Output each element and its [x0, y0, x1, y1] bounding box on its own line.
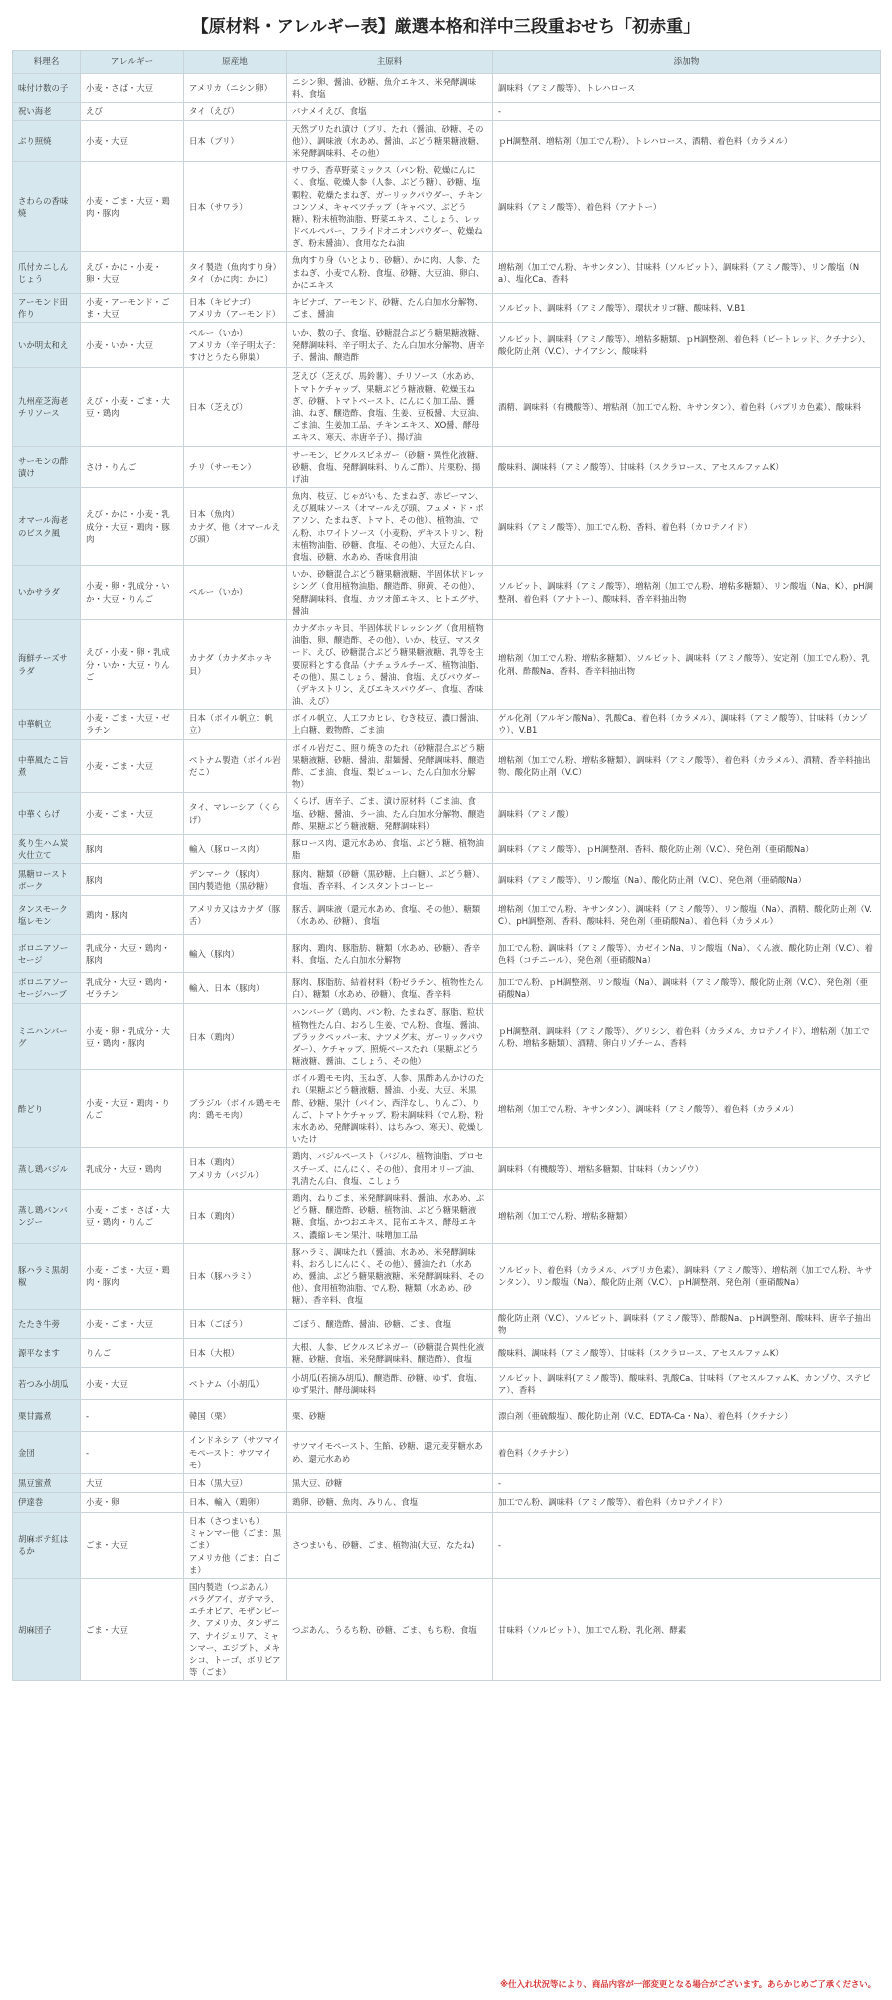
table-row: [13, 1004, 881, 1070]
main-ingredients-cell: ハンバーグ（鶏肉、パン粉、たまねぎ、豚脂、粒状植物性たん白、おろし生姜、でん粉、食塩、醤油、ブラックペッパー末、ナツメグ末、ガーリックパウダー）、ケチャップ、照焼ベースたれ（果糖ぶどう糖液糖、醤油、こしょう、その他）: [287, 1004, 493, 1070]
main-ingredients-cell: 小胡瓜(若摘み胡瓜)、醸造酢、砂糖、ゆず、食塩、ゆず果汁、酵母調味料: [287, 1368, 493, 1400]
main-ingredients-cell: ごぼう、醸造酢、醤油、砂糖、ごま、食塩: [287, 1309, 493, 1338]
additives-cell: 調味料（有機酸等）、増粘多糖類、甘味料（カンゾウ）: [493, 1148, 881, 1190]
table-row: [13, 368, 881, 446]
table-row: [13, 739, 881, 793]
origin-cell: 輸入（豚ロース肉）: [184, 834, 287, 863]
allergy-cell: 小麦・ごま・大豆: [81, 793, 184, 835]
origin-cell: アメリカ又はカナダ（豚舌）: [184, 896, 287, 935]
additives-cell: -: [493, 103, 881, 120]
allergy-cell: -: [81, 1400, 184, 1432]
table-row: [13, 446, 881, 488]
dish-name-cell: 栗甘露煮: [13, 1400, 81, 1432]
main-ingredients-cell: くらげ、唐辛子、ごま、漬け原材料（ごま油、食塩、砂糖、醤油、ラー油、たん白加水分解物、醸造酢、果糖ぶどう糖液糖、発酵調味料）: [287, 793, 493, 835]
additives-cell: 増粘剤（加工でん粉、増粘多糖類）、調味料（アミノ酸等）、着色料（カラメル）、酒精、香辛料抽出物、酸化防止剤（V.C）: [493, 739, 881, 793]
table-body: [13, 74, 881, 1681]
additives-cell: 酸味料、調味料（アミノ酸等）、甘味料（スクラロース、アセスルファムK）: [493, 446, 881, 488]
header-additives: 添加物: [493, 51, 881, 74]
origin-cell: 日本（魚肉） カナダ、他（オマールえび頭）: [184, 488, 287, 566]
allergy-cell: 小麦・卵・乳成分・大豆・鶏肉・豚肉: [81, 1004, 184, 1070]
allergy-cell: えび: [81, 103, 184, 120]
origin-cell: 韓国（栗）: [184, 1400, 287, 1432]
allergy-cell: りんご: [81, 1339, 184, 1368]
main-ingredients-cell: いか、数の子、食塩、砂糖混合ぶどう糖果糖液糖、発酵調味料、辛子明太子、たん白加水分解物、唐辛子、醤油、醸造酢: [287, 323, 493, 368]
dish-name-cell: オマール海老のビスク風: [13, 488, 81, 566]
allergy-cell: 小麦・ごま・大豆: [81, 1309, 184, 1338]
main-ingredients-cell: さつまいも、砂糖、ごま、植物油(大豆、なたね): [287, 1512, 493, 1578]
main-ingredients-cell: 栗、砂糖: [287, 1400, 493, 1432]
origin-cell: 日本（芝えび）: [184, 368, 287, 446]
origin-cell: 日本、輸入（鶏卵）: [184, 1492, 287, 1512]
main-ingredients-cell: 豚肉、鶏肉、豚脂肪、糖類（水あめ、砂糖）、香辛料、食塩、たん白加水分解物: [287, 935, 493, 973]
table-row: [13, 935, 881, 973]
header-dish-name: 料理名: [13, 51, 81, 74]
origin-cell: 日本（豚ハラミ）: [184, 1243, 287, 1309]
table-row: [13, 566, 881, 620]
additives-cell: 増粘剤（加工でん粉、増粘多糖類）: [493, 1189, 881, 1243]
main-ingredients-cell: 魚肉、枝豆、じゃがいも、たまねぎ、赤ピーマン、えび風味ソース（オマールえび頭、フュメ・ド・ポアソン、たまねぎ、トマト、その他）、植物油、でん粉、ホワイトソース（小麦粉、デキストリン、粉末植物油脂、砂糖、食塩、その他）、大豆たん白、食塩、砂糖、水あめ、香味食用油: [287, 488, 493, 566]
allergy-cell: 小麦・さば・大豆: [81, 74, 184, 103]
origin-cell: チリ（サーモン）: [184, 446, 287, 488]
additives-cell: 調味料（アミノ酸等）、着色料（アナトー）: [493, 162, 881, 252]
additives-cell: 漂白剤（亜硫酸塩）、酸化防止剤（V.C、EDTA-Ca・Na）、着色料（クチナシ）: [493, 1400, 881, 1432]
allergy-cell: えび・かに・小麦・乳成分・大豆・鶏肉・豚肉: [81, 488, 184, 566]
origin-cell: 輸入（豚肉）: [184, 935, 287, 973]
table-row: [13, 103, 881, 120]
table-row: [13, 864, 881, 896]
origin-cell: 国内製造（つぶあん） パラグアイ、ガテマラ、エチオピア、モザンビーク、アメリカ、タンザニア、ナイジェリア、ミャンマー、エジプト、メキシコ、トーゴ、ボリビア等（ごま）: [184, 1578, 287, 1681]
table-row: [13, 323, 881, 368]
additives-cell: 調味料（アミノ酸）: [493, 793, 881, 835]
main-ingredients-cell: サワラ、香草野菜ミックス（パン粉、乾燥にんにく、食塩、乾燥人参（人参、ぶどう糖）、砂糖、塩顆粒、乾燥たまねぎ、ガーリックパウダー、チキンコンソメ、キャベツチップ（キャベツ、ぶどう糖）、粉末植物油脂、野菜エキス、こしょう、レッドベルペパー、フライドオニオンパウダー、乾燥ねぎ、粉末醤油）、食用なたね油: [287, 162, 493, 252]
additives-cell: 酸味料、調味料（アミノ酸等）、甘味料（スクラロース、アセスルファムK）: [493, 1339, 881, 1368]
origin-cell: 日本（ボイル帆立：帆立）: [184, 710, 287, 739]
dish-name-cell: タンスモーク塩レモン: [13, 896, 81, 935]
additives-cell: 増粘剤（加工でん粉、キサンタン）、調味料（アミノ酸等）、リン酸塩（Na）、酒精、酸化防止剤（V.C）、pH調整剤、香料、酸味料、発色剤（亜硝酸Na）、着色料（カラメル）: [493, 896, 881, 935]
additives-cell: 甘味料（ソルビット）、加工でん粉、乳化剤、酵素: [493, 1578, 881, 1681]
additives-cell: 加工でん粉、調味料（アミノ酸等）、着色料（カロテノイド）: [493, 1492, 881, 1512]
dish-name-cell: いかサラダ: [13, 566, 81, 620]
additives-cell: ｐH調整剤、増粘剤（加工でん粉）、トレハロース、酒精、着色料（カラメル）: [493, 120, 881, 162]
main-ingredients-cell: 豚肉、豚脂肪、結着材料（粉ゼラチン、植物性たん白）、糖類（水あめ、砂糖）、食塩、香辛料: [287, 973, 493, 1004]
main-ingredients-cell: 黒大豆、砂糖: [287, 1473, 493, 1492]
main-ingredients-cell: 豚ロース肉、還元水あめ、食塩、ぶどう糖、植物油脂: [287, 834, 493, 863]
table-row: [13, 1473, 881, 1492]
origin-cell: 日本（サワラ）: [184, 162, 287, 252]
main-ingredients-cell: 魚肉すり身（いとより、砂糖）、かに肉、人参、たまねぎ、小麦でん粉、食塩、砂糖、大豆油、卵白、かにエキス: [287, 252, 493, 294]
dish-name-cell: 爪付カニしんじょう: [13, 252, 81, 294]
additives-cell: 増粘剤（加工でん粉、キサンタン）、甘味料（ソルビット）、調味料（アミノ酸等）、リン酸塩（Na）、塩化Ca、香料: [493, 252, 881, 294]
allergy-cell: 小麦・ごま・大豆: [81, 739, 184, 793]
dish-name-cell: 蒸し鶏バンバンジー: [13, 1189, 81, 1243]
dish-name-cell: ミニハンバーグ: [13, 1004, 81, 1070]
dish-name-cell: ぶり照焼: [13, 120, 81, 162]
table-row: [13, 1189, 881, 1243]
additives-cell: 酒精、調味料（有機酸等）、増粘剤（加工でん粉、キサンタン）、着色料（パプリカ色素）、酸味料: [493, 368, 881, 446]
dish-name-cell: 若つみ小胡瓜: [13, 1368, 81, 1400]
main-ingredients-cell: キビナゴ、アーモンド、砂糖、たん白加水分解物、ごま、醤油: [287, 294, 493, 323]
allergy-cell: 乳成分・大豆・鶏肉・豚肉: [81, 935, 184, 973]
origin-cell: デンマーク（豚肉） 国内製造他（黒砂糖）: [184, 864, 287, 896]
additives-cell: ソルビット、着色料（カラメル、パプリカ色素）、調味料（アミノ酸等）、増粘剤（加工でん粉、キサンタン）、リン酸塩（Na）、酸化防止剤（V.C）、ｐH調整剤、発色剤（亜硝酸Na）: [493, 1243, 881, 1309]
dish-name-cell: 中華くらげ: [13, 793, 81, 835]
table-row: [13, 834, 881, 863]
table-row: [13, 294, 881, 323]
table-row: [13, 1578, 881, 1681]
dish-name-cell: 胡麻ポテ紅はるか: [13, 1512, 81, 1578]
main-ingredients-cell: 豚肉、糖類（砂糖（黒砂糖、上白糖）、ぶどう糖）、食塩、香辛料、インスタントコーヒー: [287, 864, 493, 896]
origin-cell: 日本（鶏肉）: [184, 1189, 287, 1243]
origin-cell: 日本（鶏肉） アメリカ（バジル）: [184, 1148, 287, 1190]
header-allergy: アレルギー: [81, 51, 184, 74]
additives-cell: ソルビット、調味料（アミノ酸等）、増粘剤（加工でん粉、増粘多糖類）、リン酸塩（Na、K）、pH調整剤、着色料（アナトー）、酸味料、香辛料抽出物: [493, 566, 881, 620]
footnote: ※仕入れ状況等により、商品内容が一部変更となる場合がございます。あらかじめご了承ください。: [500, 1979, 876, 1989]
allergy-cell: 豚肉: [81, 864, 184, 896]
allergy-cell: 小麦・いか・大豆: [81, 323, 184, 368]
additives-cell: 加工でん粉、調味料（アミノ酸等）、カゼインNa、リン酸塩（Na）、くん液、酸化防止剤（V.C）、着色料（コチニール）、発色剤（亜硝酸Na）: [493, 935, 881, 973]
table-row: [13, 1512, 881, 1578]
dish-name-cell: 九州産芝海老チリソース: [13, 368, 81, 446]
origin-cell: タイ（えび）: [184, 103, 287, 120]
main-ingredients-cell: 天然ブリたれ漬け（ブリ、たれ（醤油、砂糖、その他））、調味液（水あめ、醤油、ぶどう糖果糖液糖、米発酵調味料、その他）: [287, 120, 493, 162]
additives-cell: 調味料（アミノ酸等）、ｐH調整剤、香料、酸化防止剤（V.C）、発色剤（亜硝酸Na）: [493, 834, 881, 863]
main-ingredients-cell: ボイル鶏モモ肉、玉ねぎ、人参、黒酢あんかけのたれ（果糖ぶどう糖液糖、醤油、小麦、大豆、米黒酢、砂糖、果汁（パイン、西洋なし、りんご）、りんご、トマトケチャップ、粉末調味料（でん粉、粉末水あめ、発酵調味料）、はちみつ、寒天）、乾燥しいたけ: [287, 1070, 493, 1148]
dish-name-cell: 海鮮チーズサラダ: [13, 619, 81, 709]
table-row: [13, 252, 881, 294]
allergy-cell: 小麦・ごま・大豆・鶏肉・豚肉: [81, 1243, 184, 1309]
main-ingredients-cell: ニシン卵、醤油、砂糖、魚介エキス、米発酵調味料、食塩: [287, 74, 493, 103]
table-row: [13, 793, 881, 835]
dish-name-cell: サーモンの酢漬け: [13, 446, 81, 488]
table-row: [13, 1070, 881, 1148]
main-ingredients-cell: いか、砂糖混合ぶどう糖果糖液糖、半固体状ドレッシング（食用植物油脂、醸造酢、卵黄、その他）、発酵調味料、食塩、カツオ節エキス、ヒトエグサ、醤油: [287, 566, 493, 620]
dish-name-cell: 豚ハラミ黒胡椒: [13, 1243, 81, 1309]
table-row: [13, 1368, 881, 1400]
origin-cell: ベトナム（小胡瓜）: [184, 1368, 287, 1400]
main-ingredients-cell: バナメイえび、食塩: [287, 103, 493, 120]
table-row: [13, 973, 881, 1004]
additives-cell: ｐH調整剤、調味料（アミノ酸等）、グリシン、着色料（カラメル、カロテノイド）、増粘剤（加工でん粉、増粘多糖類）、酒精、卵白リゾチーム、香料: [493, 1004, 881, 1070]
allergy-cell: えび・小麦・卵・乳成分・いか・大豆・りんご: [81, 619, 184, 709]
dish-name-cell: 金団: [13, 1432, 81, 1474]
allergy-cell: 乳成分・大豆・鶏肉・ゼラチン: [81, 973, 184, 1004]
main-ingredients-cell: サツマイモペースト、生餡、砂糖、還元麦芽糖水あめ、還元水あめ: [287, 1432, 493, 1474]
dish-name-cell: 黒豆蜜煮: [13, 1473, 81, 1492]
dish-name-cell: 蒸し鶏バジル: [13, 1148, 81, 1190]
additives-cell: 増粘剤（加工でん粉、キサンタン）、調味料（アミノ酸等）、着色料（カラメル）: [493, 1070, 881, 1148]
dish-name-cell: 酢どり: [13, 1070, 81, 1148]
table-header-row: [13, 51, 881, 74]
main-ingredients-cell: 鶏肉、バジルペースト（バジル、植物油脂、プロセスチーズ、にんにく、その他）、食用オリーブ油、乳清たん白、食塩、こしょう: [287, 1148, 493, 1190]
origin-cell: 日本（キビナゴ） アメリカ（アーモンド）: [184, 294, 287, 323]
allergy-cell: 小麦・卵: [81, 1492, 184, 1512]
additives-cell: ソルビット、調味料（アミノ酸等）、増粘多糖類、ｐH調整剤、着色料（ビートレッド、クチナシ）、酸化防止剤（V.C）、ナイアシン、酸味料: [493, 323, 881, 368]
additives-cell: 調味料（アミノ酸等）、加工でん粉、香料、着色料（カロテノイド）: [493, 488, 881, 566]
header-main-ingredients: 主原料: [287, 51, 493, 74]
allergy-cell: 小麦・大豆: [81, 1368, 184, 1400]
allergy-cell: ごま・大豆: [81, 1578, 184, 1681]
table-row: [13, 74, 881, 103]
table-row: [13, 1339, 881, 1368]
table-row: [13, 1243, 881, 1309]
origin-cell: タイ、マレーシア（くらげ）: [184, 793, 287, 835]
dish-name-cell: 中華風たこ旨煮: [13, 739, 81, 793]
additives-cell: 加工でん粉、ｐH調整剤、リン酸塩（Na）、調味料（アミノ酸等）、酸化防止剤（V.C）、発色剤（亜硝酸Na）: [493, 973, 881, 1004]
origin-cell: 日本（大根）: [184, 1339, 287, 1368]
dish-name-cell: いか明太和え: [13, 323, 81, 368]
allergy-cell: 豚肉: [81, 834, 184, 863]
allergy-cell: 小麦・卵・乳成分・いか・大豆・りんご: [81, 566, 184, 620]
dish-name-cell: たたき牛蒡: [13, 1309, 81, 1338]
origin-cell: 日本（黒大豆）: [184, 1473, 287, 1492]
table-row: [13, 162, 881, 252]
main-ingredients-cell: ボイル帆立、人工フカヒレ、むき枝豆、濃口醤油、上白糖、穀物酢、ごま油: [287, 710, 493, 739]
allergy-cell: 小麦・ごま・大豆・鶏肉・豚肉: [81, 162, 184, 252]
table-row: [13, 1400, 881, 1432]
origin-cell: タイ製造（魚肉すり身） タイ（かに肉：かに）: [184, 252, 287, 294]
origin-cell: 日本（ブリ）: [184, 120, 287, 162]
origin-cell: 日本（鶏肉）: [184, 1004, 287, 1070]
dish-name-cell: 伊達巻: [13, 1492, 81, 1512]
dish-name-cell: 黒糖ローストポーク: [13, 864, 81, 896]
table-row: [13, 1432, 881, 1474]
origin-cell: ベトナム製造（ボイル岩だこ）: [184, 739, 287, 793]
allergy-cell: ごま・大豆: [81, 1512, 184, 1578]
dish-name-cell: 味付け数の子: [13, 74, 81, 103]
additives-cell: 着色料（クチナシ）: [493, 1432, 881, 1474]
main-ingredients-cell: 大根、人参、ピクルスビネガー（砂糖混合異性化液糖、砂糖、食塩、米発酵調味料、醸造酢）、食塩: [287, 1339, 493, 1368]
origin-cell: ペルー（いか） アメリカ（辛子明太子：すけとうたら卵巣）: [184, 323, 287, 368]
additives-cell: -: [493, 1512, 881, 1578]
allergy-cell: 小麦・大豆: [81, 120, 184, 162]
page-title: 【原材料・アレルギー表】厳選本格和洋中三段重おせち「初赤重」: [191, 17, 701, 37]
additives-cell: ゲル化剤（アルギン酸Na）、乳酸Ca、着色料（カラメル）、調味料（アミノ酸等）、甘味料（カンゾウ）、V.B1: [493, 710, 881, 739]
table-row: [13, 488, 881, 566]
dish-name-cell: 胡麻団子: [13, 1578, 81, 1681]
table-row: [13, 896, 881, 935]
table-row: [13, 619, 881, 709]
origin-cell: ブラジル（ボイル鶏モモ肉：鶏モモ肉）: [184, 1070, 287, 1148]
main-ingredients-cell: 鶏卵、砂糖、魚肉、みりん、食塩: [287, 1492, 493, 1512]
origin-cell: 日本（さつまいも） ミャンマー他（ごま：黒ごま） アメリカ他（ごま：白ごま）: [184, 1512, 287, 1578]
dish-name-cell: 源平なます: [13, 1339, 81, 1368]
allergy-cell: えび・小麦・ごま・大豆・鶏肉: [81, 368, 184, 446]
allergy-cell: 鶏肉・豚肉: [81, 896, 184, 935]
allergy-cell: 小麦・ごま・大豆・ゼラチン: [81, 710, 184, 739]
allergy-cell: 小麦・ごま・さば・大豆・鶏肉・りんご: [81, 1189, 184, 1243]
additives-cell: 調味料（アミノ酸等）、リン酸塩（Na）、酸化防止剤（V.C）、発色剤（亜硝酸Na）: [493, 864, 881, 896]
table-row: [13, 710, 881, 739]
main-ingredients-cell: 豚ハラミ、調味たれ（醤油、水あめ、米発酵調味料、おろしにんにく、その他）、醤油たれ（水あめ、醤油、ぶどう糖果糖液糖、米発酵調味料、その他）、食用植物油脂、でん粉、糖類（水あめ、砂糖）、香辛料、食塩: [287, 1243, 493, 1309]
dish-name-cell: 炙り生ハム炭火仕立て: [13, 834, 81, 863]
main-ingredients-cell: 鶏肉、ねりごま、米発酵調味料、醤油、水あめ、ぶどう糖、醸造酢、砂糖、植物油、ぶどう糖果糖液糖、食塩、かつおエキス、昆布エキス、酵母エキス、濃縮レモン果汁、味噌加工品: [287, 1189, 493, 1243]
allergy-cell: えび・かに・小麦・卵・大豆: [81, 252, 184, 294]
dish-name-cell: ボロニアソーセージハーブ: [13, 973, 81, 1004]
allergy-cell: -: [81, 1432, 184, 1474]
header-origin: 原産地: [184, 51, 287, 74]
allergy-table: [12, 50, 881, 1681]
origin-cell: 日本（ごぼう）: [184, 1309, 287, 1338]
table-row: [13, 1309, 881, 1338]
allergy-cell: 小麦・アーモンド・ごま・大豆: [81, 294, 184, 323]
additives-cell: -: [493, 1473, 881, 1492]
main-ingredients-cell: カナダホッキ貝、半固体状ドレッシング（食用植物油脂、卵、醸造酢、その他）、いか、枝豆、マスタード、えび、砂糖混合ぶどう糖果糖液糖、乳等を主要原料とする食品（ナチュラルチーズ、植物油脂、その他）、黒こしょう、醤油、食塩、えびパウダー（デキストリン、えびエキスパウダー、食塩、香味油、えび）: [287, 619, 493, 709]
additives-cell: ソルビット、調味料（アミノ酸等）、環状オリゴ糖、酸味料、V.B1: [493, 294, 881, 323]
additives-cell: 調味料（アミノ酸等）、トレハロース: [493, 74, 881, 103]
origin-cell: インドネシア（サツマイモペースト：サツマイモ）: [184, 1432, 287, 1474]
origin-cell: カナダ（カナダホッキ貝）: [184, 619, 287, 709]
dish-name-cell: 中華帆立: [13, 710, 81, 739]
origin-cell: ペルー（いか）: [184, 566, 287, 620]
table-row: [13, 120, 881, 162]
main-ingredients-cell: 芝えび（芝えび、馬鈴薯）、チリソース（水あめ、トマトケチャップ、果糖ぶどう糖液糖、乾燥玉ねぎ、砂糖、トマトペースト、にんにく加工品、醤油、ねぎ、醸造酢、食塩、生姜、豆板醤、大豆油、ごま油、生姜加工品、チキンエキス、XO醤、酵母エキス、寒天、赤唐辛子）、揚げ油: [287, 368, 493, 446]
additives-cell: 増粘剤（加工でん粉、増粘多糖類）、ソルビット、調味料（アミノ酸等）、安定剤（加工でん粉）、乳化剤、酢酸Na、香料、香辛料抽出物: [493, 619, 881, 709]
dish-name-cell: さわらの香味焼: [13, 162, 81, 252]
origin-cell: 輸入、日本（豚肉）: [184, 973, 287, 1004]
main-ingredients-cell: 豚舌、調味液（還元水あめ、食塩、その他）、糖類（水あめ、砂糖）、食塩: [287, 896, 493, 935]
main-ingredients-cell: サーモン、ピクルスビネガー（砂糖・異性化液糖、砂糖、食塩、発酵調味料、りんご酢）、片栗粉、揚げ油: [287, 446, 493, 488]
dish-name-cell: ボロニアソーセージ: [13, 935, 81, 973]
table-row: [13, 1148, 881, 1190]
allergy-cell: 大豆: [81, 1473, 184, 1492]
allergy-cell: 乳成分・大豆・鶏肉: [81, 1148, 184, 1190]
allergy-cell: さけ・りんご: [81, 446, 184, 488]
origin-cell: アメリカ（ニシン卵）: [184, 74, 287, 103]
additives-cell: ソルビット、調味料(アミノ酸等)、酸味料、乳酸Ca、甘味料（アセスルファムK、カンゾウ、ステビア）、香料: [493, 1368, 881, 1400]
main-ingredients-cell: ボイル岩だこ、照り焼きのたれ（砂糖混合ぶどう糖果糖液糖、砂糖、醤油、甜麺醤、発酵調味料、醸造酢、ごま油、食塩、梨ピューレ、たん白加水分解物）: [287, 739, 493, 793]
dish-name-cell: アーモンド田作り: [13, 294, 81, 323]
additives-cell: 酸化防止剤（V.C）、ソルビット、調味料（アミノ酸等）、酢酸Na、ｐH調整剤、酸味料、唐辛子抽出物: [493, 1309, 881, 1338]
main-ingredients-cell: つぶあん、うるち粉、砂糖、ごま、もち粉、食塩: [287, 1578, 493, 1681]
dish-name-cell: 祝い海老: [13, 103, 81, 120]
table-row: [13, 1492, 881, 1512]
allergy-cell: 小麦・大豆・鶏肉・りんご: [81, 1070, 184, 1148]
